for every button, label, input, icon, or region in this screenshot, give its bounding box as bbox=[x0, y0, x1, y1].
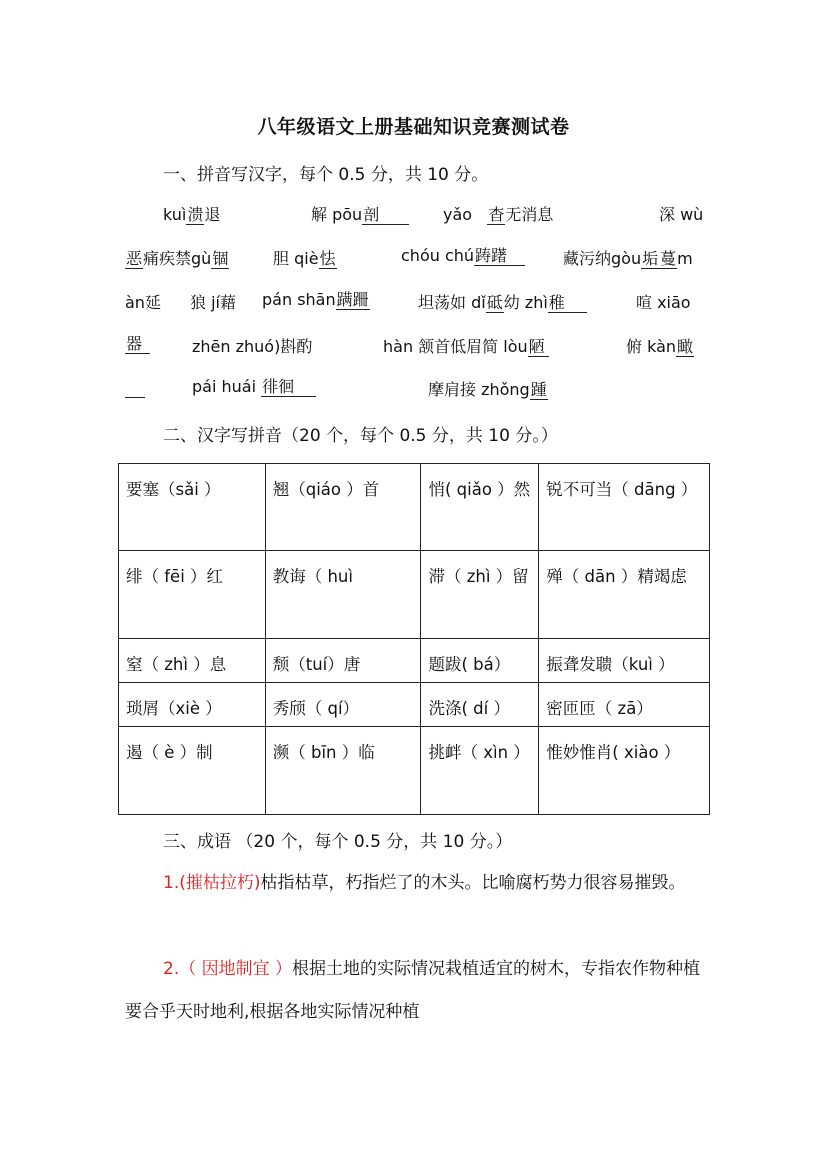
text: 幼 zhì bbox=[503, 293, 548, 312]
table-cell: 殚（ dān ）精竭虑 bbox=[539, 551, 710, 639]
text: 痛疾禁gù bbox=[143, 249, 212, 268]
idiom-answer: 1.(摧枯拉朽) bbox=[163, 873, 261, 893]
text: kuì bbox=[163, 205, 187, 224]
table-cell: 悄( qiǎo ）然 bbox=[421, 464, 539, 551]
text: chóu chú bbox=[401, 246, 475, 265]
answer: 踵 bbox=[530, 380, 547, 399]
text: 藏污纳gòu bbox=[563, 249, 642, 268]
text: m bbox=[677, 249, 693, 268]
text: 无消息 bbox=[505, 205, 554, 224]
idiom-answer: 2.（ 因地制宜 ） bbox=[163, 959, 293, 979]
answer: 剖 bbox=[362, 205, 409, 225]
answer: 瞰 bbox=[677, 337, 694, 356]
table-cell: 滞（ zhì ）留 bbox=[421, 551, 539, 639]
table-cell: 振聋发聩（kuì ） bbox=[539, 639, 710, 683]
table-cell: 挑衅（ xìn ） bbox=[421, 727, 539, 815]
text: 胆 qiè bbox=[273, 249, 319, 268]
page-title: 八年级语文上册基础知识竞赛测试卷 bbox=[257, 116, 570, 138]
table-cell: 颓（tuí）唐 bbox=[265, 639, 421, 683]
answer: 怯 bbox=[319, 249, 336, 268]
answer: 恶 bbox=[126, 249, 143, 268]
text: 俯 kàn bbox=[626, 337, 677, 356]
table-cell: 遏（ è ）制 bbox=[119, 727, 266, 815]
answer: 砥 bbox=[486, 293, 503, 312]
table-cell: 绯（ fēi ）红 bbox=[119, 551, 266, 639]
text: pán shān bbox=[262, 290, 336, 309]
answer: 锢 bbox=[212, 249, 229, 268]
idiom-item-2 bbox=[125, 948, 705, 1034]
text: 解 pōu bbox=[311, 205, 363, 224]
text: 摩肩接 zhǒng bbox=[428, 380, 530, 399]
answer: 蹒跚 bbox=[336, 290, 369, 309]
text: 深 wù bbox=[659, 205, 704, 224]
table-cell: 窒（ zhì ）息 bbox=[119, 639, 266, 683]
pinyin-table bbox=[118, 463, 710, 815]
table-cell: 密匝匝（ zā） bbox=[539, 683, 710, 727]
table-cell: 题跋( bá） bbox=[421, 639, 539, 683]
table-cell: 教诲（ huì bbox=[265, 551, 421, 639]
table-row bbox=[119, 727, 710, 815]
answer: 杳 bbox=[488, 205, 505, 224]
text: 退 bbox=[204, 205, 221, 224]
answer: 蔓 bbox=[660, 249, 677, 268]
text: hàn 颔首低眉简 lòu bbox=[383, 337, 528, 356]
idiom-definition: 枯指枯草，朽指烂了的木头。比喻腐朽势力很容易摧毁。 bbox=[260, 873, 686, 893]
section1-heading: 一、拼音写汉字，每个 0.5 分，共 10 分。 bbox=[163, 165, 489, 185]
answer: 稚 bbox=[548, 293, 587, 313]
table-row bbox=[119, 551, 710, 639]
idiom-item-1 bbox=[125, 862, 705, 905]
idiom-definition: 根据土地的实际情况栽植适宜的树木，专指农作物种植要合乎天时地利,根据各地实际情况种植 bbox=[125, 959, 701, 1022]
table-cell: 锐不可当（ dāng ） bbox=[539, 464, 710, 551]
text: àn延 bbox=[125, 293, 161, 312]
table-cell: 要塞（sǎi ） bbox=[119, 464, 266, 551]
table-cell: 琐屑（xiè ） bbox=[119, 683, 266, 727]
answer: 陋 bbox=[528, 337, 549, 357]
answer: 垢 bbox=[642, 249, 659, 268]
text: yǎo bbox=[443, 205, 473, 224]
answer: 徘徊 bbox=[261, 377, 316, 397]
table-cell: 洗涤( dí ） bbox=[421, 683, 539, 727]
table-row bbox=[119, 639, 710, 683]
table-cell: 翘（qiáo ）首 bbox=[265, 464, 421, 551]
answer-blank bbox=[125, 381, 145, 398]
table-row bbox=[119, 464, 710, 551]
table-cell: 秀颀（ qí） bbox=[265, 683, 421, 727]
answer: 器 bbox=[125, 334, 150, 354]
section2-heading: 二、汉字写拼音（20 个，每个 0.5 分，共 10 分。） bbox=[163, 426, 558, 446]
answer: 溃 bbox=[187, 205, 204, 224]
answer: 踌躇 bbox=[474, 246, 525, 266]
text: pái huái bbox=[192, 377, 257, 396]
text: 喧 xiāo bbox=[636, 293, 691, 312]
table-cell: 惟妙惟肖( xiào ） bbox=[539, 727, 710, 815]
text: 狼 jí藉 bbox=[190, 293, 236, 312]
text: 坦荡如 dǐ bbox=[418, 293, 486, 312]
text: zhēn zhuó)斟酌 bbox=[192, 337, 313, 356]
table-row bbox=[119, 683, 710, 727]
table-cell: 濒（ bīn ）临 bbox=[265, 727, 421, 815]
section3-heading: 三、成语 （20 个，每个 0.5 分，共 10 分。） bbox=[163, 832, 513, 852]
